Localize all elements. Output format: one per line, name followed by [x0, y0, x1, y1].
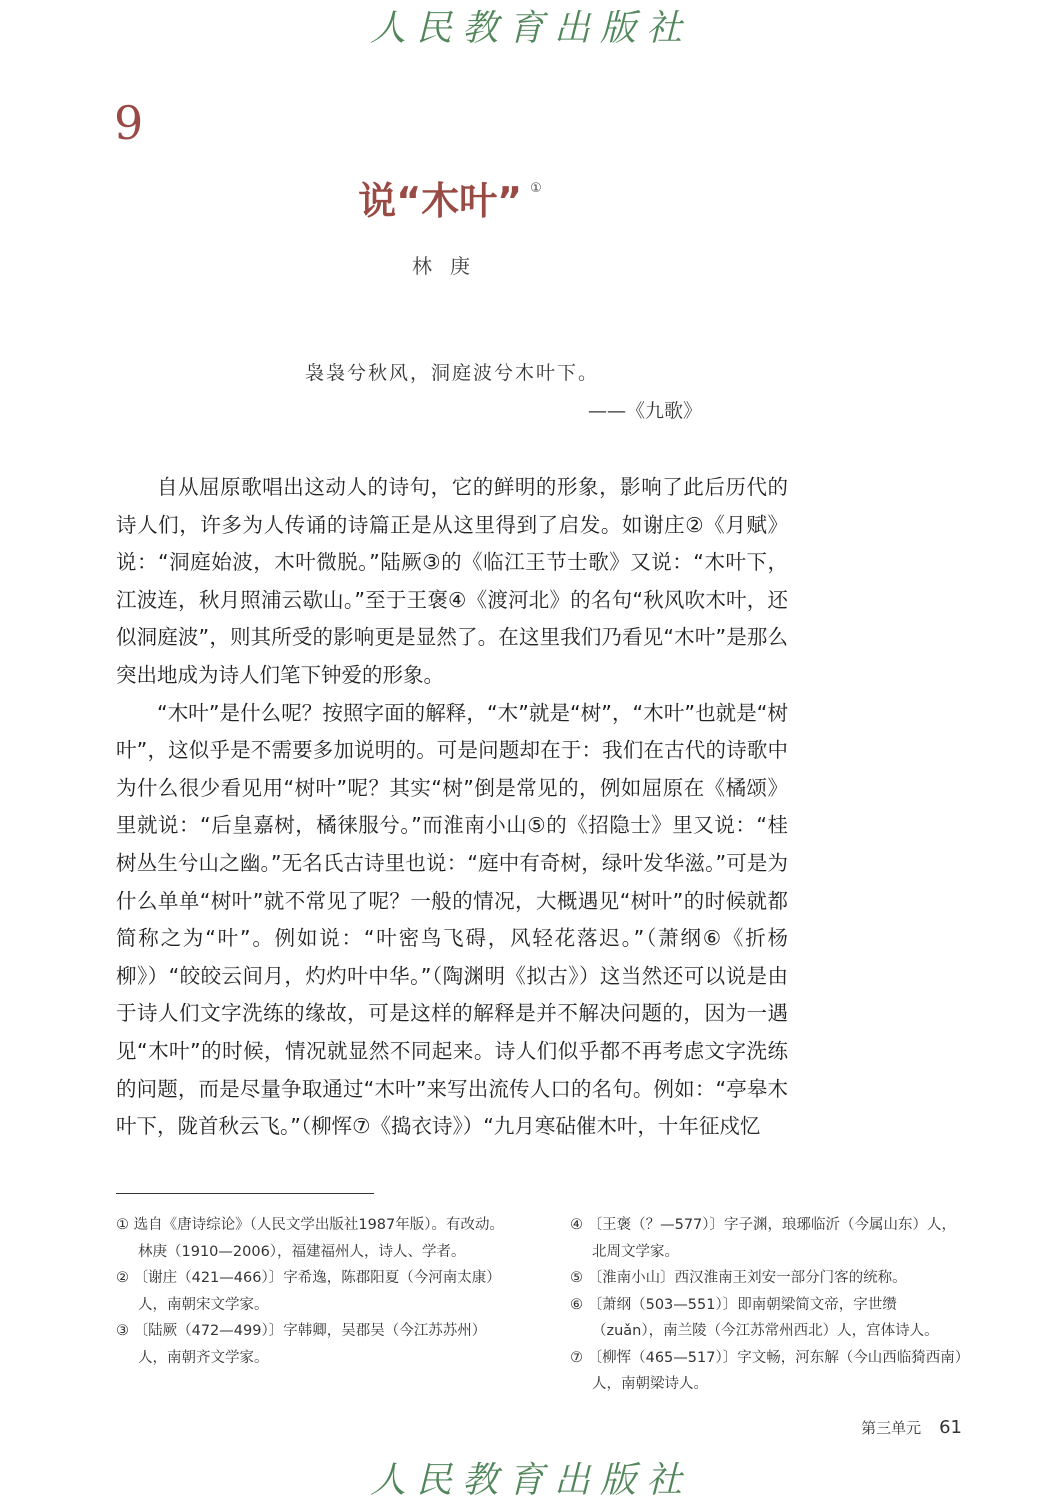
title-text: 说“木叶”: [358, 179, 523, 223]
publisher-watermark-top: 人民教育出版社: [369, 8, 692, 49]
footnote-4: ④ 〔王褒（？—577）〕字子渊，琅琊临沂（今属山东）人，北周文学家。: [570, 1217, 957, 1260]
footnote-7: ⑦ 〔柳恽（465—517）〕字文畅，河东解（今山西临猗西南）人，南朝梁诗人。: [570, 1349, 962, 1392]
body-text: [116, 469, 788, 1146]
lesson-number: 9: [114, 96, 144, 150]
footnote-3: ③ 〔陆厥（472—499）〕字韩卿，吴郡吴（今江苏苏州）人，南朝齐文学家。: [116, 1323, 487, 1366]
footnote-2: ② 〔谢庄（421—466）〕字希逸，陈郡阳夏（今河南太康）人，南朝宋文学家。: [116, 1270, 501, 1313]
body-paragraph-2: “木叶”是什么呢？按照字面的解释，“木”就是“树”，“木叶”也就是“树叶”，这似乎是不需要多加说明的。可是问题却在于：我们在古代的诗歌中为什么很少看见用“树叶”呢？其实“树”倒是常见的，例如屈原在《橘颂》里就说：“后皇嘉树，橘徕服兮。”而淮南小山⑤的《招隐士》里又说：“桂树丛生兮山之幽。”无名氏古诗里也说：“庭中有奇树，绿叶发华滋。”可是为什么单单“树叶”就不常见了呢？一般的情况，大概遇见“树叶”的时候就都简称之为“叶”。例如说：“叶密鸟飞碍，风轻花落迟。”（萧纲⑥《折杨柳》）“皎皎云间月，灼灼叶中华。”（陶渊明《拟古》）这当然还可以说是由于诗人们文字洗练的缘故，可是这样的解释是并不解决问题的，因为一遇见“木叶”的时候，情况就显然不同起来。诗人们似乎都不再考虑文字洗练的问题，而是尽量争取通过“木叶”来写出流传人口的名句。例如：“亭皋木叶下，陇首秋云飞。”（柳恽⑦《捣衣诗》）“九月寒砧催木叶，十年征戍忆: [116, 700, 788, 1139]
footnote-6: ⑥ 〔萧纲（503—551）〕即南朝梁简文帝，字世缵（zuǎn），南兰陵（今江苏常州西北）人，宫体诗人。: [570, 1296, 939, 1339]
publisher-watermark-bottom: 人民教育出版社: [369, 1460, 692, 1501]
epigraph-line: 袅袅兮秋风，洞庭波兮木叶下。: [305, 362, 600, 384]
author-name: 林庚: [412, 254, 488, 278]
page-footer: [861, 1417, 962, 1438]
page-number: 61: [939, 1417, 962, 1438]
footnote-divider: [116, 1193, 374, 1194]
footnote-1: ① 选自《唐诗综论》（人民文学出版社1987年版）。有改动。林庚（1910—2006），福建福州人，诗人、学者。: [116, 1217, 505, 1260]
footnotes-left-column: [116, 1212, 508, 1371]
footnotes-right-column: [570, 1212, 966, 1398]
title-footnote-marker: ①: [530, 181, 542, 196]
body-paragraph-1: 自从屈原歌唱出这动人的诗句，它的鲜明的形象，影响了此后历代的诗人们，许多为人传诵的诗篇正是从这里得到了启发。如谢庄②《月赋》说：“洞庭始波，木叶微脱。”陆厥③的《临江王节士歌》又说：“木叶下，江波连，秋月照浦云歇山。”至于王褒④《渡河北》的名句“秋风吹木叶，还似洞庭波”，则其所受的影响更是显然了。在这里我们乃看见“木叶”是那么突出地成为诗人们笔下钟爱的形象。: [116, 475, 788, 687]
page-title: [0, 170, 900, 225]
epigraph-source: ——《九歌》: [588, 400, 703, 422]
unit-label: 第三单元: [861, 1419, 922, 1437]
footnote-5: ⑤ 〔淮南小山〕西汉淮南王刘安一部分门客的统称。: [570, 1270, 907, 1286]
